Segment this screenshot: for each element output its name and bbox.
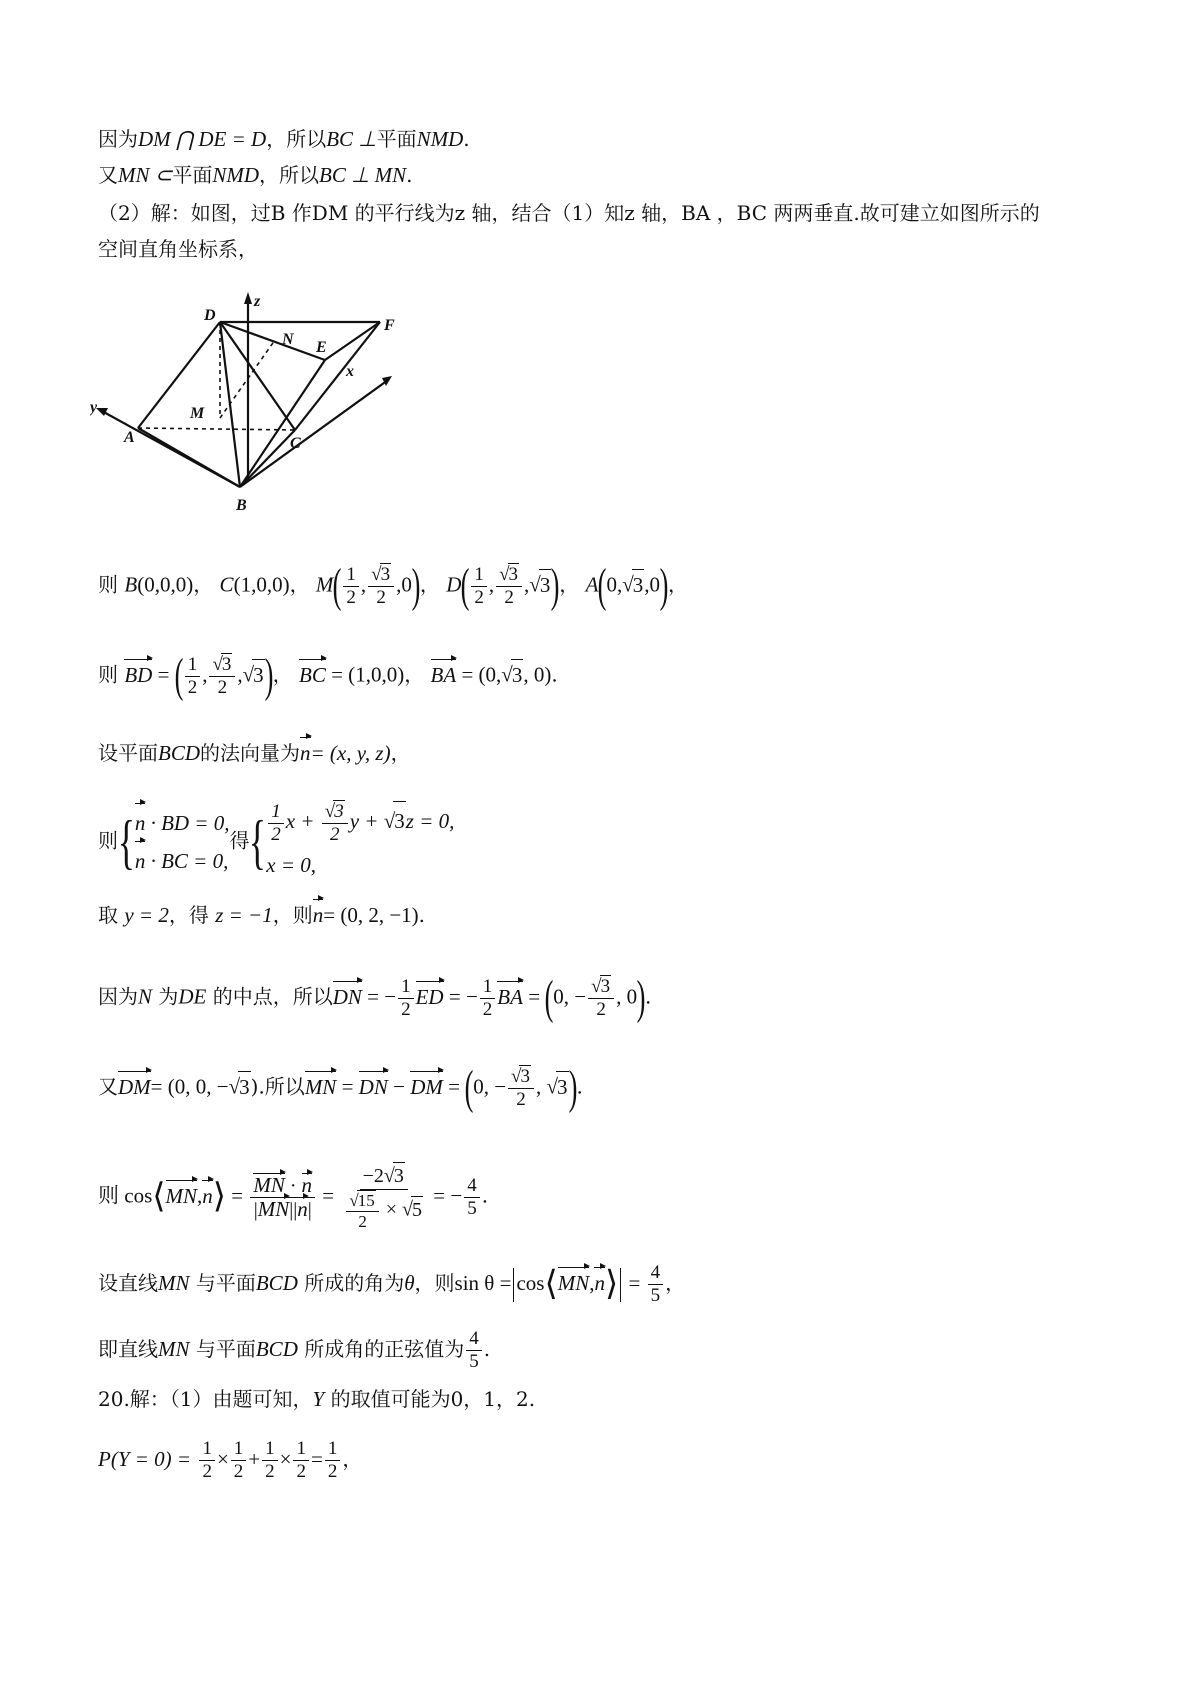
vector-BC: BC <box>299 660 326 690</box>
text: 因为 <box>98 127 138 151</box>
den: 2 <box>265 1461 275 1482</box>
text: ， <box>193 572 214 597</box>
label-C: C <box>290 435 301 452</box>
math-expr: z = −1 <box>215 903 273 927</box>
vector-n: n <box>297 1196 308 1221</box>
eq1: · BD = 0, <box>150 811 230 835</box>
text: 平面 <box>172 163 213 187</box>
system-line: 则{ n · BD = 0, n · BC = 0, 得{ $\frac{1}{2}$ x + $\frac{√3}{2}$ y + √3z = 0, x = 0, <box>98 800 454 884</box>
math-expr: BC ⊥ <box>326 127 377 151</box>
vector-DM: DM <box>118 1072 151 1102</box>
text-line-4: 空间直角坐标系， <box>98 237 258 261</box>
sqrt-arg: 5 <box>411 1196 423 1223</box>
eq3b: y + <box>349 808 379 833</box>
prob-line <box>98 1438 362 1483</box>
vector-DM: DM <box>410 1072 443 1102</box>
text: . <box>551 662 558 687</box>
label-A: A <box>124 429 135 446</box>
label-N: N <box>282 331 294 348</box>
label-z: z <box>254 293 261 310</box>
text: ，所以 <box>259 163 320 187</box>
text: 设平面 <box>98 741 158 765</box>
text-line-1 <box>98 124 470 154</box>
label-F: F <box>384 317 395 334</box>
label-y: y <box>90 399 98 416</box>
point-B: B <box>124 572 138 597</box>
sqrt-arg: 3 <box>520 1066 530 1087</box>
text: 则 <box>98 828 118 853</box>
num: 1 <box>231 1438 247 1461</box>
label-B: B <box>236 497 247 514</box>
system-left <box>135 804 230 880</box>
coords-line: 则 B(0,0,0)， C(1,0,0)， M( $\frac{1}{2}$ , $\frac{√3}{2}$ ,0)， D( $\frac{1}{2}$ , $\frac{√3}{2}$ ,√3)， A(0,√3,0)， <box>98 559 688 612</box>
x-axis <box>240 380 388 487</box>
text: ，所以 <box>266 127 327 151</box>
sqrt-arg: 3 <box>252 659 265 690</box>
sin-expr: sin θ = <box>454 1271 512 1295</box>
comma: , <box>360 572 367 597</box>
text: 与平面 <box>195 1271 256 1295</box>
sqrt-arg: 3 <box>508 564 519 585</box>
den: 2 <box>401 998 411 1020</box>
vector-MN: MN <box>305 1072 337 1102</box>
text: ，则 <box>272 903 313 927</box>
sqrt-arg: 3 <box>556 1071 569 1102</box>
plane-BCD: BCD <box>255 1271 298 1295</box>
sqrt-arg: 3 <box>393 801 406 840</box>
den: 2 <box>217 677 228 698</box>
text: ， <box>665 1271 686 1295</box>
sqrt-arg: 3 <box>632 569 645 600</box>
math-expr: BC ⊥ MN <box>319 163 407 187</box>
vector-MN: MN <box>253 1172 285 1197</box>
normal-intro-line <box>98 738 411 768</box>
vector-BC-value: 1,0,0 <box>355 662 398 687</box>
vector-MN: MN <box>257 1196 290 1221</box>
text: ).所以 <box>250 1074 305 1099</box>
text: 则 <box>98 662 118 687</box>
text: . <box>483 1337 491 1361</box>
edge-AB <box>138 428 240 487</box>
den: 2 <box>202 1461 212 1482</box>
edge-FE <box>325 322 380 360</box>
zero: 0 <box>649 572 660 597</box>
den: 2 <box>330 824 340 845</box>
text: 的中点，所以 <box>212 984 333 1009</box>
math-expr: NMD <box>212 163 260 187</box>
text: 即直线 <box>98 1337 158 1361</box>
theta: θ <box>404 1271 415 1295</box>
vector-BA-value: 0, <box>485 662 502 687</box>
vector-DN: DN <box>333 982 362 1012</box>
sqrt-arg: 3 <box>511 659 524 690</box>
den: 5 <box>469 1351 479 1372</box>
vector-n: n <box>135 842 146 880</box>
den: 2 <box>187 676 198 698</box>
den: 2 <box>296 1461 306 1482</box>
den: 2 <box>358 1212 367 1231</box>
num: 1 <box>268 801 284 824</box>
text: ， <box>342 1447 363 1471</box>
den: 2 <box>504 587 514 608</box>
zero: 0 <box>401 572 412 597</box>
plane-BCD: BCD <box>255 1337 298 1361</box>
sqrt-arg: 3 <box>380 564 391 585</box>
point-C: C <box>219 572 234 597</box>
text: 得 <box>229 828 250 853</box>
text-line-3: （2）解：如图，过B 作DM 的平行线为z 轴，结合（1）知z 轴，BA ，BC 两两垂直.故可建立如图所示的 <box>98 201 1040 225</box>
text: . <box>481 1183 489 1208</box>
num: 1 <box>199 1438 215 1461</box>
line-MN: MN <box>158 1271 190 1295</box>
vector-BD: BD <box>124 660 152 690</box>
text: 的取值可能为0，1，2. <box>330 1387 536 1411</box>
point-C-value: 1,0,0 <box>240 572 283 597</box>
vector-n: n <box>301 1172 313 1197</box>
den: 5 <box>650 1285 661 1306</box>
den: 2 <box>376 587 386 608</box>
vector-n: n <box>202 1181 213 1211</box>
conclusion-line <box>98 1328 490 1373</box>
den: 2 <box>474 586 484 608</box>
sqrt-arg: 3 <box>393 1162 405 1189</box>
vector-n: n <box>594 1268 605 1298</box>
num: 4 <box>464 1175 480 1198</box>
num: 4 <box>466 1328 482 1351</box>
text: 又 <box>98 1074 118 1099</box>
dm-line: 又DM= (0, 0, −√3).所以MN = DN − DM = (0, − $\frac{√3}{2}$ , √3). <box>98 1061 583 1114</box>
num: 4 <box>648 1262 664 1285</box>
vector-MN: MN <box>558 1268 590 1298</box>
plane-BCD: BCD <box>158 741 200 765</box>
y-arrow <box>96 408 108 416</box>
zero: 0 <box>606 572 617 597</box>
num: 1 <box>471 564 487 587</box>
math-expr: DM ⋂ DE = D <box>138 127 267 151</box>
den: 2 <box>516 1089 526 1110</box>
vector-BA: BA <box>497 982 523 1012</box>
vector-n-result: = (0, 2, −1) <box>323 903 419 927</box>
vector-BA: BA <box>431 660 457 690</box>
sqrt-arg: 15 <box>357 1191 375 1210</box>
vector-n: n <box>313 900 324 930</box>
den: 2 <box>327 1461 338 1482</box>
vector-n-value: = (x, y, z) <box>310 741 391 765</box>
text: ， <box>559 572 580 597</box>
edge-FC <box>295 322 380 430</box>
point-N: N <box>138 984 153 1009</box>
text: 因为 <box>98 984 138 1009</box>
vector-n: n <box>135 804 146 842</box>
eq4: x = 0, <box>266 853 317 877</box>
vector-n: n <box>300 738 311 768</box>
den: 2 <box>482 998 493 1020</box>
den: 2 <box>233 1461 244 1482</box>
num: 1 <box>325 1438 341 1461</box>
edge-DE <box>220 322 325 360</box>
text: 取 <box>98 903 118 927</box>
prob-lhs: P(Y = 0) = <box>98 1447 192 1471</box>
num: 1 <box>185 654 201 677</box>
eq3c: z = 0, <box>405 808 455 833</box>
sqrt-arg: 3 <box>539 569 552 600</box>
den: 2 <box>596 999 606 1020</box>
sqrt-arg: 3 <box>238 1071 251 1102</box>
op: + <box>248 1447 261 1471</box>
op: × <box>216 1447 229 1471</box>
text: 所成角的正弦值为 <box>304 1337 465 1361</box>
system-right: $\frac{1}{2}$ x + $\frac{√3}{2}$ y + √3z = 0, x = 0, <box>266 800 454 884</box>
math-expr: NMD <box>416 127 464 151</box>
point-B-value: 0,0,0 <box>144 572 187 597</box>
text: 设直线 <box>98 1271 158 1295</box>
zero: 0 <box>553 984 564 1009</box>
op: × <box>279 1447 292 1471</box>
text: 所成的角为 <box>304 1271 405 1295</box>
zero: 0 <box>473 1074 484 1099</box>
cos-expr: cos <box>516 1271 545 1295</box>
den: 5 <box>467 1197 477 1219</box>
sqrt-arg: 3 <box>334 801 344 822</box>
math-expr: y = 2 <box>124 903 169 927</box>
q20-line <box>98 1384 535 1414</box>
sqrt-arg: 3 <box>221 654 232 675</box>
text: . <box>406 163 413 187</box>
math-expr: MN ⊂ <box>118 163 173 187</box>
label-x: x <box>346 363 354 380</box>
text: 又 <box>98 163 118 187</box>
point-D: D <box>446 572 462 597</box>
var-Y: Y <box>312 1387 325 1411</box>
vector-MN: MN <box>166 1181 198 1211</box>
text: 平面 <box>376 127 417 151</box>
text: ，则 <box>414 1271 455 1295</box>
edge-EB <box>240 360 325 487</box>
den: 2 <box>271 823 281 845</box>
text: 与平面 <box>195 1337 256 1361</box>
num: 1 <box>262 1438 278 1461</box>
eq2: · BC = 0, <box>150 849 229 873</box>
text: 则 <box>98 572 118 597</box>
num: −2 <box>362 1165 384 1187</box>
text: . <box>418 903 426 927</box>
geometry-figure <box>90 290 430 530</box>
num: 1 <box>343 564 359 587</box>
text: ， <box>667 572 688 597</box>
text: 为 <box>158 984 179 1009</box>
num: 1 <box>293 1438 309 1461</box>
text: 则 cos <box>98 1183 153 1208</box>
text-line-2 <box>98 160 413 190</box>
text: ， <box>289 572 310 597</box>
vectors-line: 则 BD = ( $\frac{1}{2}$ , $\frac{√3}{2}$ ,√3)， BC = (1,0,0)， BA = (0,√3, 0). <box>98 649 558 702</box>
text: 20.解：（1）由题可知， <box>98 1387 313 1411</box>
label-M: M <box>190 405 205 422</box>
num: 1 <box>398 976 414 999</box>
den: 2 <box>346 586 356 608</box>
sin-line: 设直线MN 与平面BCD 所成的角为θ，则sin θ = cos⟨MN,n⟩ = $\frac{4}{5}$ ， <box>98 1262 686 1306</box>
z-arrow <box>244 292 252 304</box>
vector-DN: DN <box>359 1072 388 1102</box>
cos-line: 则 cos⟨MN,n⟩ = $\frac{MN \cdot n}{|MN||n|}$ = −2√3 $\frac{√15}{2}$ × √5 = − $\frac{4}{5}$ . <box>98 1162 488 1232</box>
text: 的法向量为 <box>200 741 300 765</box>
op: = <box>310 1447 323 1471</box>
edge-AC-dashed <box>138 428 295 430</box>
label-E: E <box>316 339 327 356</box>
segment-DE: DE <box>178 984 207 1009</box>
point-M: M <box>315 572 334 597</box>
take-line <box>98 900 425 930</box>
text: ， <box>390 741 411 765</box>
vector-ED: ED <box>416 982 444 1012</box>
text: ， <box>419 572 440 597</box>
label-D: D <box>204 307 216 324</box>
text: . <box>463 127 470 151</box>
text: ，得 <box>168 903 209 927</box>
num: 1 <box>480 976 496 999</box>
sqrt-arg: 3 <box>600 976 611 997</box>
point-A: A <box>585 572 599 597</box>
vector-DM-value: = (0, 0, − <box>150 1074 229 1099</box>
dn-line: 因为N 为DE 的中点，所以DN = − $\frac{1}{2}$ ED = − $\frac{1}{2}$ BA = (0, − $\frac{√3}{2}$ , 0). <box>98 971 652 1024</box>
line-MN: MN <box>158 1337 190 1361</box>
edge-AD <box>138 322 220 428</box>
